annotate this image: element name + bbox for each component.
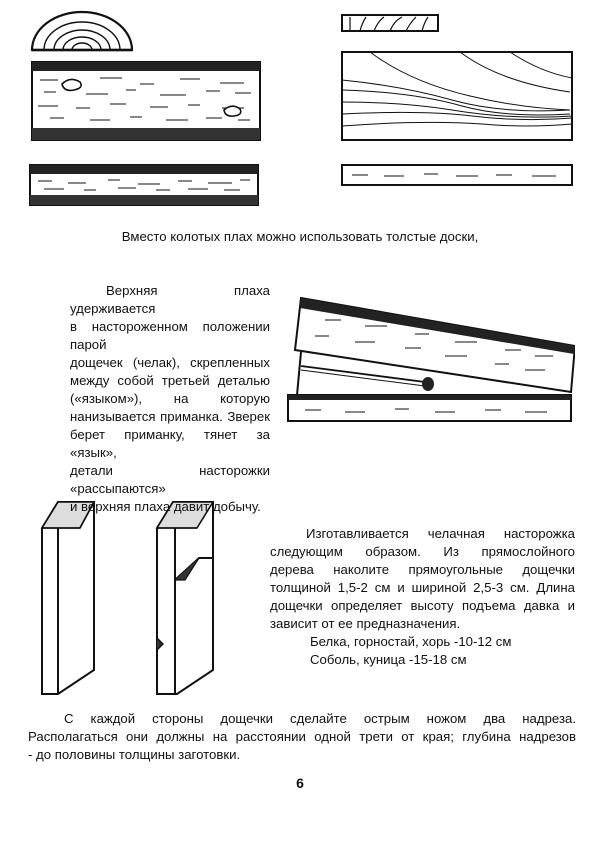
- thick-board-illustration: [340, 50, 574, 142]
- text-line: между собой третьей деталью: [70, 373, 270, 388]
- text-line: дощечки определяет высоту подъема давка и: [270, 598, 575, 613]
- text-line: в настороженном положении парой: [70, 319, 270, 352]
- paragraph-notches: [28, 710, 576, 764]
- text-line: толщиной 1,5-2 см и шириной 2,5-3 см. Длина: [270, 580, 575, 595]
- paragraph-trap-description: [70, 282, 270, 516]
- size-line-squirrel: Белка, горностай, хорь -10-12 см: [310, 634, 512, 649]
- text-line: Располагаться они должны на расстоянии одной трети от края; глубина надрезов: [28, 729, 576, 744]
- text-line: дерева наколите прямоугольные дощечки: [270, 562, 575, 577]
- caption-text: Вместо колотых плах можно использовать толстые доски,: [121, 229, 479, 244]
- text-line: Изготавливается челачная насторожка: [306, 526, 575, 541]
- thin-board-illustration: [340, 163, 574, 187]
- paragraph-making-instructions: [270, 525, 575, 669]
- text-line: («языком»), на которую: [70, 391, 270, 406]
- text-line: дощечек (челак), скрепленных: [70, 355, 270, 370]
- split-slab-illustration: [30, 60, 262, 142]
- size-line-sable: Соболь, куница -15-18 см: [310, 652, 467, 667]
- trap-setup-illustration: [285, 290, 575, 425]
- board-end-illustration: [340, 13, 440, 33]
- text-line: Верхняя плаха удерживается: [70, 283, 270, 316]
- text-line: нанизывается приманка. Зверек: [70, 409, 270, 424]
- half-log-end-illustration: [30, 8, 135, 53]
- page-number: 6: [296, 775, 304, 791]
- text-line: и верхняя плаха давит добычу.: [70, 499, 261, 514]
- text-line: следующим образом. Из прямослойного: [270, 544, 575, 559]
- plain-stick-illustration: [40, 498, 100, 698]
- thin-slab-illustration: [28, 163, 260, 207]
- text-line: берет приманку, тянет за «язык»,: [70, 427, 270, 460]
- notched-stick-illustration: [155, 498, 217, 698]
- text-line: - до половины толщины заготовки.: [28, 747, 241, 762]
- text-line: зависит от ее предназначения.: [270, 616, 461, 631]
- text-line: детали насторожки «рассыпаются»: [70, 463, 270, 496]
- text-line: С каждой стороны дощечки сделайте острым ножом два надреза.: [64, 711, 576, 726]
